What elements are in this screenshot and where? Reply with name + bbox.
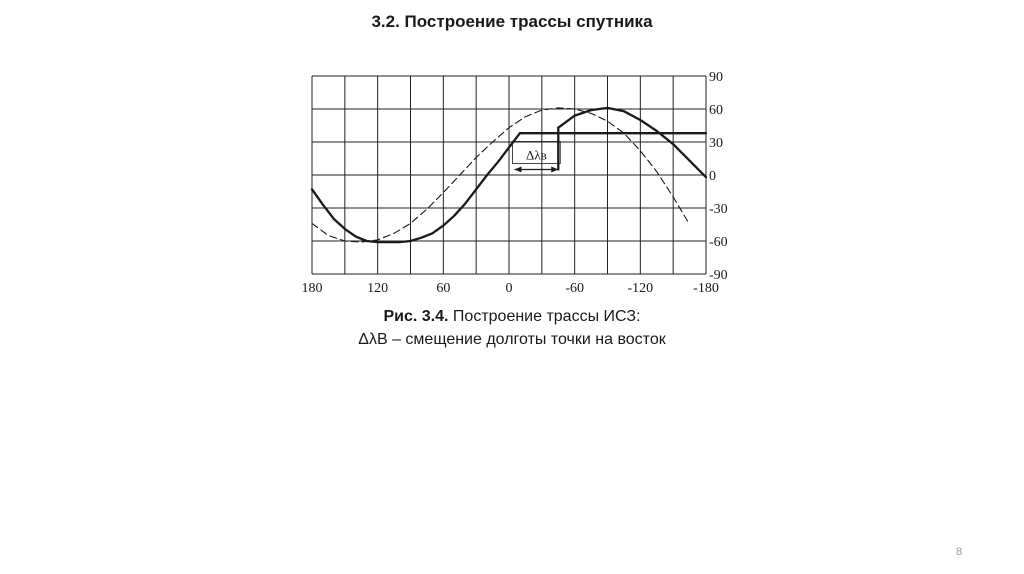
series-2-segment-2 [558,108,706,177]
caption-figure-title: Построение трассы ИСЗ: [448,308,641,325]
y-tick-label: 60 [709,103,723,118]
y-tick-label: 0 [709,169,716,184]
x-tick-label: 120 [367,281,389,296]
x-tick-label: 60 [436,281,451,296]
page-number: 8 [956,546,963,558]
y-tick-label: 30 [709,136,723,151]
y-tick-label: -90 [709,268,728,283]
slide-title: 3.2. Построение трассы спутника [371,12,653,31]
chart-annotation [512,142,560,173]
x-tick-label: 180 [301,281,323,296]
y-tick-label: -60 [709,235,728,250]
trajectory-chart [290,62,730,300]
y-tick-label: -30 [709,202,728,217]
series-1-segment-1 [312,133,520,242]
annotation-label: Δλв [525,147,547,163]
figure-caption [0,305,1024,351]
x-tick-label: -180 [693,281,719,296]
caption-line-2: ΔλВ – смещение долготы точки на восток [358,331,666,348]
x-tick-label: -60 [565,281,585,296]
annotation-arrow-head-left [514,167,521,173]
caption-figure-number: Рис. 3.4. [383,308,449,325]
x-tick-label: 0 [505,281,513,296]
x-tick-label: -120 [627,281,654,296]
caption-line-1 [0,305,1024,328]
chart-grid [312,76,706,274]
y-tick-label: 90 [709,70,723,85]
